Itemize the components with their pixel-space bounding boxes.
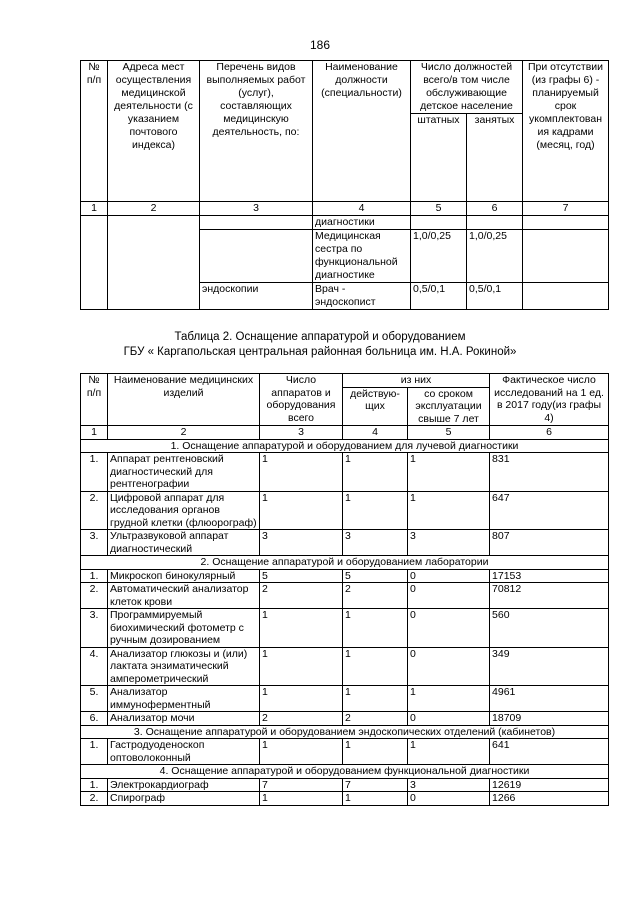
cell-working: 1 — [343, 792, 408, 806]
table-row — [81, 712, 609, 726]
cell-total: 1 — [260, 792, 343, 806]
section-title: 2. Оснащение аппаратурой и оборудованием лаборатории — [81, 556, 609, 570]
table-row — [81, 792, 609, 806]
cell-over7: 3 — [408, 530, 490, 556]
header-position: Наименование должности (специальности) — [313, 61, 411, 202]
cell-position: диагностики — [313, 216, 411, 230]
cell-total: 7 — [260, 778, 343, 792]
cell-total: 1 — [260, 453, 343, 492]
table-caption: Таблица 2. Оснащение аппаратурой и оборудованием — [174, 331, 466, 343]
table-row — [81, 583, 609, 609]
table-row — [81, 609, 609, 648]
col-number: 5 — [408, 426, 490, 440]
cell-staff — [411, 216, 467, 230]
section-title: 3. Оснащение аппаратурой и оборудованием эндоскопических отделений (кабинетов) — [81, 725, 609, 739]
table-row — [81, 491, 609, 530]
cell-working: 1 — [343, 609, 408, 648]
staffing-colnum-row — [81, 202, 609, 216]
cell-over7: 3 — [408, 778, 490, 792]
cell-num: 2. — [81, 792, 108, 806]
cell-actual: 807 — [490, 530, 609, 556]
cell-total: 1 — [260, 739, 343, 765]
cell-num: 3. — [81, 530, 108, 556]
cell-actual: 349 — [490, 647, 609, 686]
header-actual: Фактическое число исследований на 1 ед. в 2017 году(из графы 4) — [490, 374, 609, 426]
cell-staff: 0,5/0,1 — [411, 283, 467, 310]
cell-num: 5. — [81, 686, 108, 712]
cell-working: 1 — [343, 739, 408, 765]
cell-total: 1 — [260, 609, 343, 648]
cell-occupied — [467, 216, 523, 230]
cell-actual: 1266 — [490, 792, 609, 806]
col-number: 3 — [260, 426, 343, 440]
cell-actual: 647 — [490, 491, 609, 530]
header-address: Адреса мест осуществления медицинской деятельности (с указанием почтового индекса) — [108, 61, 200, 202]
cell-work — [200, 216, 313, 230]
cell-over7: 0 — [408, 712, 490, 726]
cell-actual: 70812 — [490, 583, 609, 609]
cell-actual: 12619 — [490, 778, 609, 792]
cell-total: 2 — [260, 583, 343, 609]
table-row — [81, 530, 609, 556]
cell-total: 1 — [260, 686, 343, 712]
cell-plan — [523, 216, 609, 230]
cell-name: Анализатор иммуноферментный — [108, 686, 260, 712]
cell-name: Анализатор глюкозы и (или) лактата энзиматический амперометрический — [108, 647, 260, 686]
header-name: Наименование медицинских изделий — [108, 374, 260, 426]
cell-working: 1 — [343, 453, 408, 492]
header-occupied: занятых — [467, 114, 523, 202]
col-number: 2 — [108, 202, 200, 216]
col-number: 4 — [343, 426, 408, 440]
section-title: 4. Оснащение аппаратурой и оборудованием функциональной диагностики — [81, 765, 609, 779]
table-row — [81, 739, 609, 765]
equipment-header-row — [81, 374, 609, 388]
cell-working: 2 — [343, 712, 408, 726]
cell-position: Медицинская сестра по функциональной диагностике — [313, 230, 411, 283]
header-working: действую- щих — [343, 387, 408, 426]
col-number: 6 — [490, 426, 609, 440]
col-number: 1 — [81, 202, 108, 216]
cell-total: 1 — [260, 491, 343, 530]
equipment-table-body — [81, 439, 609, 805]
cell-name: Ультразвуковой аппарат диагностический — [108, 530, 260, 556]
staffing-table — [80, 60, 609, 310]
col-number: 6 — [467, 202, 523, 216]
table-row — [81, 569, 609, 583]
header-total: Число аппаратов и оборудования всего — [260, 374, 343, 426]
cell-occupied: 0,5/0,1 — [467, 283, 523, 310]
cell-num: 4. — [81, 647, 108, 686]
cell-working: 3 — [343, 530, 408, 556]
table-row — [81, 453, 609, 492]
cell-num: 1. — [81, 569, 108, 583]
cell-name: Цифровой аппарат для исследования органов грудной клетки (флюорограф) — [108, 491, 260, 530]
cell-num: 2. — [81, 491, 108, 530]
cell-num: 3. — [81, 609, 108, 648]
cell-over7: 1 — [408, 739, 490, 765]
cell-name: Анализатор мочи — [108, 712, 260, 726]
header-count-group: Число должностей всего/в том числе обслуживающие детское население — [411, 61, 523, 114]
equipment-table — [80, 373, 609, 806]
cell-working: 5 — [343, 569, 408, 583]
header-of-them: из них — [343, 374, 490, 388]
equipment-colnum-row — [81, 426, 609, 440]
header-num: № п/п — [81, 61, 108, 202]
cell-total: 5 — [260, 569, 343, 583]
cell-num: 2. — [81, 583, 108, 609]
header-works: Перечень видов выполняемых работ (услуг), составляющих медицинскую деятельность, по: — [200, 61, 313, 202]
col-number: 5 — [411, 202, 467, 216]
cell-actual: 831 — [490, 453, 609, 492]
cell-total: 1 — [260, 647, 343, 686]
cell-actual: 18709 — [490, 712, 609, 726]
cell-working: 7 — [343, 778, 408, 792]
col-number: 2 — [108, 426, 260, 440]
table-row — [81, 686, 609, 712]
col-number: 4 — [313, 202, 411, 216]
section-row — [81, 439, 609, 453]
cell-over7: 1 — [408, 686, 490, 712]
cell-plan — [523, 283, 609, 310]
cell-actual: 17153 — [490, 569, 609, 583]
cell-work: эндоскопии — [200, 283, 313, 310]
col-number: 7 — [523, 202, 609, 216]
col-number: 3 — [200, 202, 313, 216]
cell-name: Спирограф — [108, 792, 260, 806]
cell-plan — [523, 230, 609, 283]
cell-name: Электрокардиограф — [108, 778, 260, 792]
cell-working: 1 — [343, 491, 408, 530]
table-subcaption: ГБУ « Каргапольская центральная районная больница им. Н.А. Рокиной» — [123, 346, 517, 358]
cell-actual: 560 — [490, 609, 609, 648]
cell-num: 1. — [81, 778, 108, 792]
cell-actual: 641 — [490, 739, 609, 765]
cell-over7: 0 — [408, 609, 490, 648]
section-title: 1. Оснащение аппаратурой и оборудованием для лучевой диагностики — [81, 439, 609, 453]
cell-num: 6. — [81, 712, 108, 726]
cell-actual: 4961 — [490, 686, 609, 712]
cell-num — [81, 216, 108, 310]
page-number: 186 — [309, 38, 331, 52]
cell-total: 2 — [260, 712, 343, 726]
cell-over7: 1 — [408, 453, 490, 492]
cell-over7: 0 — [408, 792, 490, 806]
cell-working: 1 — [343, 686, 408, 712]
staffing-header-row — [81, 61, 609, 114]
section-row — [81, 556, 609, 570]
header-staff: штатных — [411, 114, 467, 202]
cell-num: 1. — [81, 739, 108, 765]
cell-address — [108, 216, 200, 310]
header-over7: со сроком эксплуатации свыше 7 лет — [408, 387, 490, 426]
cell-over7: 1 — [408, 491, 490, 530]
cell-over7: 0 — [408, 583, 490, 609]
cell-name: Программируемый биохимический фотометр с ручным дозированием — [108, 609, 260, 648]
header-num: № п/п — [81, 374, 108, 426]
cell-working: 1 — [343, 647, 408, 686]
table-row — [81, 647, 609, 686]
col-number: 1 — [81, 426, 108, 440]
cell-total: 3 — [260, 530, 343, 556]
cell-work — [200, 230, 313, 283]
cell-position: Врач - эндоскопист — [313, 283, 411, 310]
table-row — [81, 778, 609, 792]
cell-over7: 0 — [408, 569, 490, 583]
cell-name: Микроскоп бинокулярный — [108, 569, 260, 583]
table-row — [81, 216, 609, 230]
section-row — [81, 725, 609, 739]
cell-name: Гастродуоденоскоп оптоволоконный — [108, 739, 260, 765]
header-plan: При отсутствии (из графы 6) - планируемый срок укомплектован ия кадрами (месяц, год) — [523, 61, 609, 202]
cell-occupied: 1,0/0,25 — [467, 230, 523, 283]
cell-over7: 0 — [408, 647, 490, 686]
cell-name: Аппарат рентгеновский диагностический для рентгенографии — [108, 453, 260, 492]
cell-staff: 1,0/0,25 — [411, 230, 467, 283]
cell-working: 2 — [343, 583, 408, 609]
section-row — [81, 765, 609, 779]
cell-name: Автоматический анализатор клеток крови — [108, 583, 260, 609]
cell-num: 1. — [81, 453, 108, 492]
